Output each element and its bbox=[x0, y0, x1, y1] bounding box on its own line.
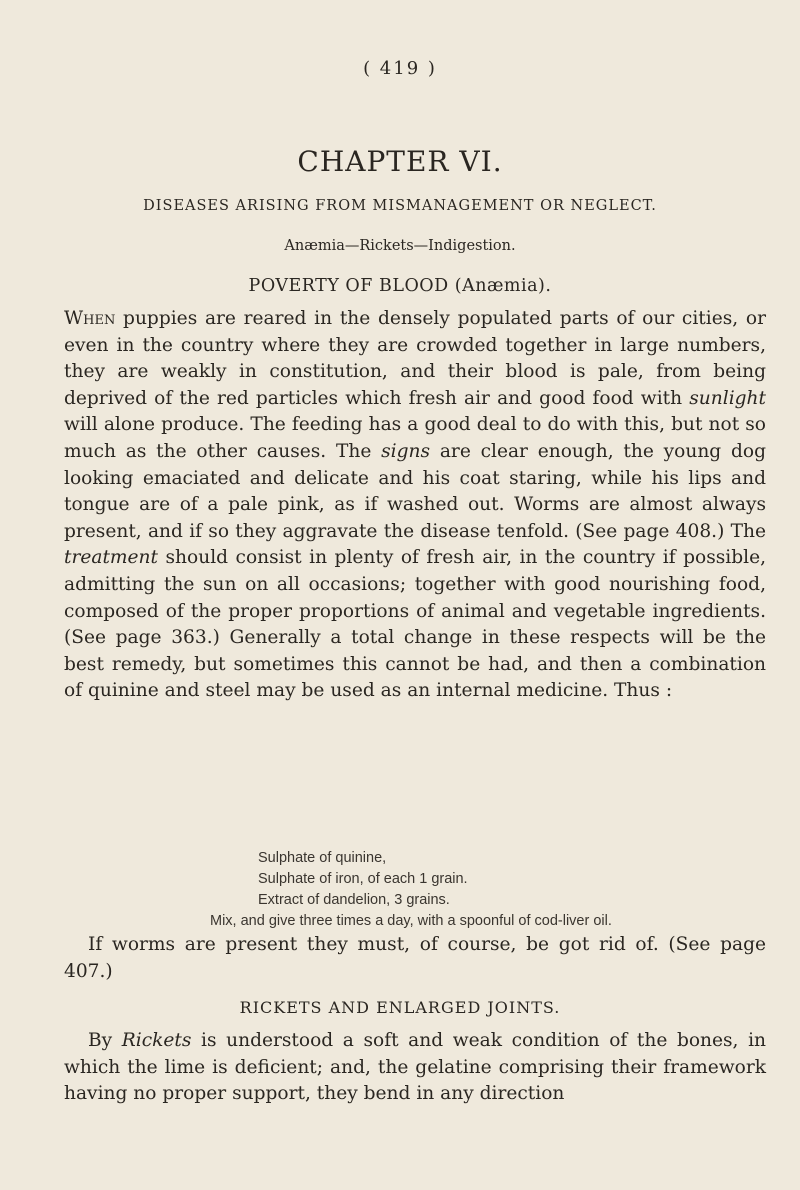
italic-term: treatment bbox=[64, 547, 159, 569]
lead-word: When bbox=[64, 308, 116, 329]
section-heading-rickets: RICKETS AND ENLARGED JOINTS. bbox=[239, 998, 561, 1017]
prescription-line: Extract of dandelion, 3 grains. bbox=[258, 892, 450, 908]
chapter-topics: Anæmia—Rickets—Indigestion. bbox=[284, 238, 516, 254]
section-heading-anaemia: POVERTY OF BLOOD (Anæmia). bbox=[248, 276, 552, 296]
text-run: will alone produce. The feeding has a good deal to do with this, but not so much as the other causes. The bbox=[64, 414, 766, 462]
prescription-line: Sulphate of iron, of each 1 grain. bbox=[258, 871, 468, 887]
chapter-subtitle: DISEASES ARISING FROM MISMANAGEMENT OR NEGLECT. bbox=[143, 198, 657, 214]
page-number: ( 419 ) bbox=[363, 58, 437, 79]
paragraph-anaemia bbox=[64, 306, 766, 705]
chapter-title: CHAPTER VI. bbox=[297, 145, 503, 178]
italic-term: signs bbox=[381, 440, 431, 462]
paragraph-worms: If worms are present they must, of course, be got rid of. (See page 407.) bbox=[64, 934, 766, 982]
prescription-line: Sulphate of quinine, bbox=[258, 850, 387, 866]
text-run: By bbox=[88, 1030, 122, 1051]
italic-term: sunlight bbox=[689, 387, 766, 409]
prescription bbox=[210, 848, 778, 932]
italic-term: Rickets bbox=[121, 1030, 192, 1051]
prescription-line: Mix, and give three times a day, with a spoonful of cod-liver oil. bbox=[210, 913, 612, 929]
paragraph-rickets bbox=[64, 1028, 766, 1108]
text-run: are clear enough, the young dog looking emaciated and delicate and his coat staring, while his lips and tongue are of a pale pink, as if washed out. Worms are almost always present, and if so they aggravate the disease tenfold. (See page 408.) The bbox=[64, 440, 766, 542]
text-run: should consist in plenty of fresh air, in the country if possible, admitting the sun on all occasions; together with good nourishing food, composed of the proper proportions of animal and vegetable ingredients. (See page 363.) Generally a total change in these respects will be the best remedy, but sometimes this cannot be had, and then a combination of quinine and steel may be used as an internal medicine. Thus : bbox=[64, 547, 766, 702]
text-run: puppies are reared in the densely populated parts of our cities, or even in the country where they are crowded together in large numbers, they are weakly in constitution, and their blood is pale, from being deprived of the red particles which fresh air and good food with bbox=[64, 308, 766, 409]
text-run: is understood a soft and weak condition of the bones, in which the lime is deficient; and, the gelatine comprising their framework having no proper support, they bend in any direction bbox=[64, 1030, 766, 1105]
